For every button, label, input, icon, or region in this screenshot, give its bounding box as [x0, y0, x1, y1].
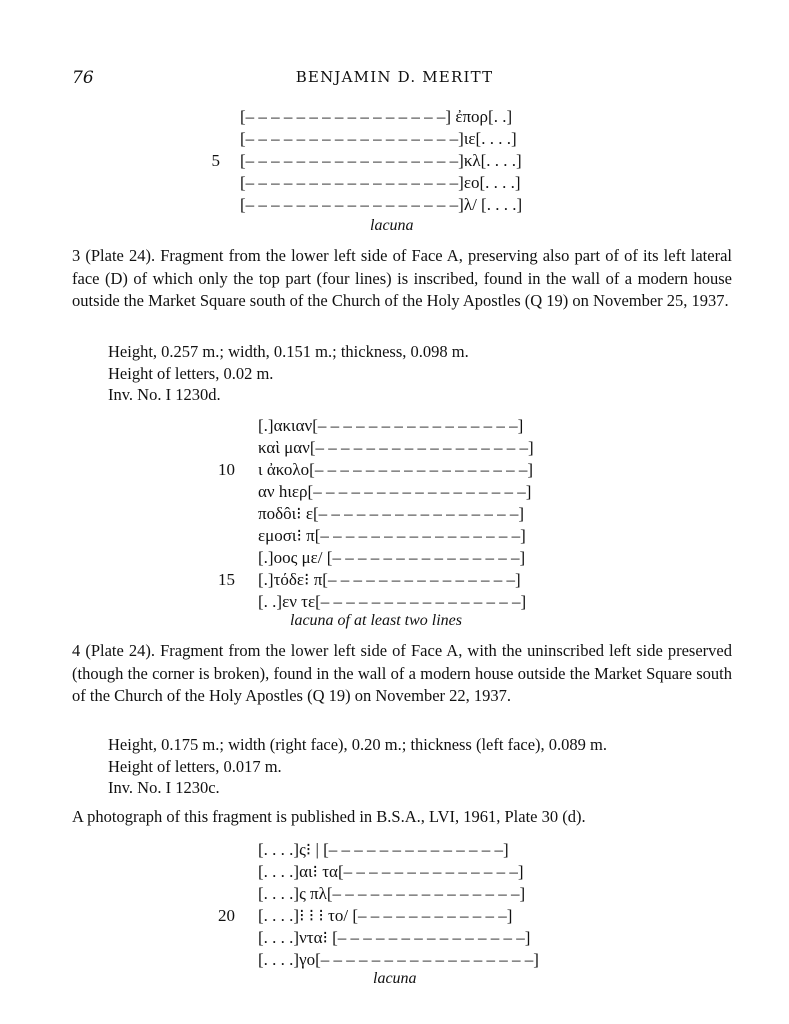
inventory-number: Inv. No. I 1230d.: [108, 385, 221, 404]
fragment-4-measurements: [108, 734, 607, 799]
inscription-line: [.]οος με/ [– – – – – – – – – – – – – – –]: [258, 548, 526, 567]
inscription-line: [. . . .]ς πλ[– – – – – – – – – – – – – – –]: [258, 884, 526, 903]
letter-height: Height of letters, 0.017 m.: [108, 756, 282, 776]
lacuna-note: lacuna: [370, 217, 414, 234]
dimensions: Height, 0.257 m.; width, 0.151 m.; thickness, 0.098 m.: [108, 342, 469, 361]
line-number: 5: [211, 151, 220, 170]
inscription-line: [. . . .]⁝ ⁝ ⁝ το/ [– – – – – – – – – – – –]: [258, 906, 513, 925]
inscription-line: [.]ακιαν[– – – – – – – – – – – – – – – –]: [258, 416, 524, 435]
inscription-line: [– – – – – – – – – – – – – – – – –]ιε[. . . .]: [240, 129, 517, 148]
inscription-line: [– – – – – – – – – – – – – – – – –]λ/ [. . . .]: [240, 195, 523, 214]
fragment-4-description: 4 (Plate 24). Fragment from the lower left side of Face A, with the uninscribed left side preserved (though the corner is broken), found in the wall of a modern house outside the Market Square south of the Church of the Holy Apostles (Q 19) on November 22, 1937.: [72, 641, 732, 705]
lacuna-note: lacuna of at least two lines: [290, 612, 462, 629]
inscription-line: [. . . .]ς⁝ | [– – – – – – – – – – – – – –]: [258, 840, 509, 859]
inscription-line: ι ἀκολο[– – – – – – – – – – – – – – – – –]: [258, 460, 533, 479]
inscription-line: αν hιερ[– – – – – – – – – – – – – – – – –]: [258, 482, 532, 501]
inscription-line: [. . . .]αι⁝ τα[– – – – – – – – – – – – – –]: [258, 862, 524, 881]
fragment-3-description: 3 (Plate 24). Fragment from the lower left side of Face A, preserving also part of of its left lateral face (D) of which only the top part (four lines) is inscribed, found in the wall of a modern house outside the Market Square south of the Church of the Holy Apostles (Q 19) on November 25, 1937.: [72, 246, 732, 310]
inscription-line: ποδôι⁝ ε[– – – – – – – – – – – – – – – –]: [258, 504, 525, 523]
line-number: 10: [218, 460, 235, 479]
inscription-line: [. . . .]γο[– – – – – – – – – – – – – – – – –]: [258, 950, 539, 969]
inscription-line: εμοσι⁝ π[– – – – – – – – – – – – – – – –]: [258, 526, 526, 545]
running-head: BENJAMIN D. MERITT: [295, 68, 494, 86]
dimensions: Height, 0.175 m.; width (right face), 0.20 m.; thickness (left face), 0.089 m.: [108, 735, 608, 754]
line-number: 20: [218, 906, 235, 925]
inscription-line: καὶ μαν[– – – – – – – – – – – – – – – – –]: [258, 438, 534, 457]
inscription-line: [.]τόδε⁝ π[– – – – – – – – – – – – – – –]: [258, 570, 521, 589]
inscription-line: [– – – – – – – – – – – – – – – – –]κλ[. . . .]: [240, 151, 522, 170]
lacuna-note: lacuna: [373, 970, 417, 987]
photograph-note: A photograph of this fragment is published in B.S.A., LVI, 1961, Plate 30 (d).: [72, 807, 586, 826]
fragment-3-measurements: [108, 341, 469, 406]
inscription-line: [. . . .]ντα⁝ [– – – – – – – – – – – – – – –]: [258, 928, 531, 947]
line-number: 15: [218, 570, 235, 589]
inscription-line: [– – – – – – – – – – – – – – – –] ἐπορ[. .]: [240, 107, 513, 126]
letter-height: Height of letters, 0.02 m.: [108, 363, 274, 383]
inscription-line: [– – – – – – – – – – – – – – – – –]εο[. . . .]: [240, 173, 521, 192]
page-number: 76: [72, 68, 94, 88]
inscription-line: [. .]εν τε[– – – – – – – – – – – – – – – –]: [258, 592, 527, 611]
inventory-number: Inv. No. I 1230c.: [108, 778, 220, 797]
